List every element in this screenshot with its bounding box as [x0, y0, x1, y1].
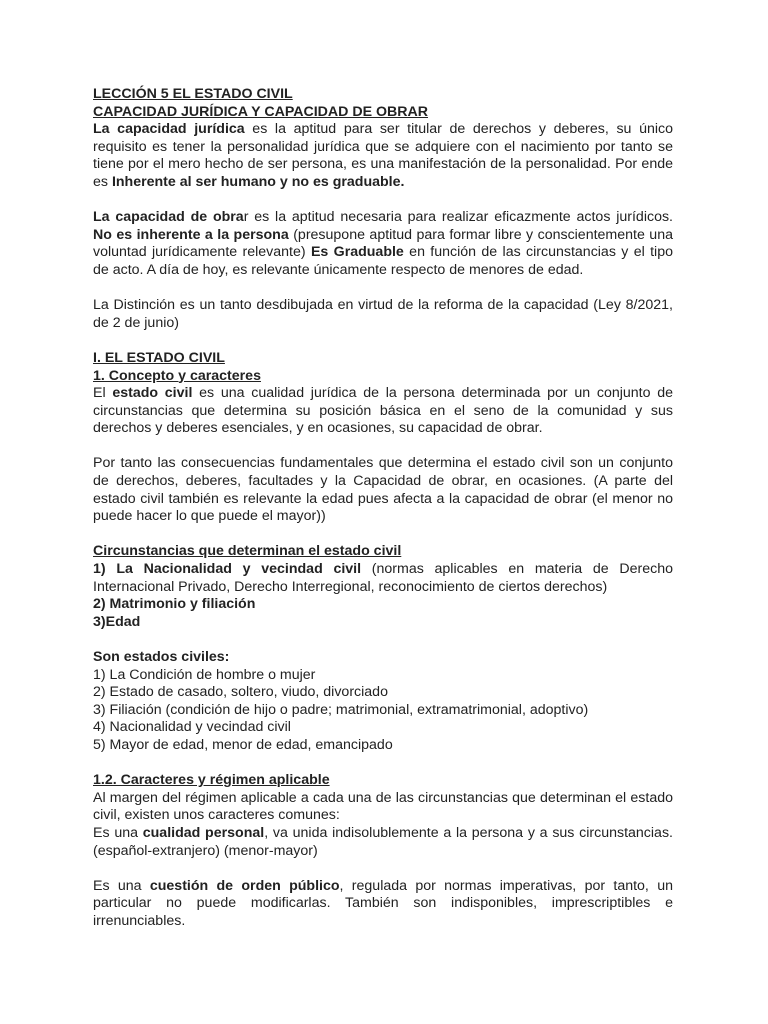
spacer: [93, 631, 673, 649]
bold-term: 2) Matrimonio y filiación: [93, 596, 256, 613]
spacer: [93, 332, 673, 350]
paragraph-text: es una cualidad jurídica de la persona determinada por un conjunto de circunstancias que determina su posición básica en el seno de la comunidad y sus derechos y deberes esenciales, y en ocasiones, su capacidad de obrar.: [93, 385, 673, 437]
section-title: CAPACIDAD JURÍDICA Y CAPACIDAD DE OBRAR: [93, 103, 429, 120]
paragraph-text: (presupone aptitud para formar libre y conscientemente una voluntad jurídicamente relevante): [93, 226, 673, 261]
spacer: [93, 526, 673, 544]
spacer: [93, 280, 673, 298]
heading-estado-civil: I. EL ESTADO CIVIL: [93, 349, 225, 366]
paragraph-text: en función de las circunstancias y el tipo de acto. A día de hoy, es relevante únicamente respecto de menores de edad.: [93, 244, 673, 278]
estado-list-item: 2) Estado de casado, soltero, viudo, divorciado: [93, 684, 388, 701]
paragraph-orden-publico: [93, 878, 673, 931]
heading-circunstancias: Circunstancias que determinan el estado civil: [93, 543, 402, 560]
estado-list-item: 1) La Condición de hombre o mujer: [93, 666, 316, 683]
paragraph-capacidad-obrar: [93, 209, 673, 279]
bold-term: La capacidad de obra: [93, 209, 244, 226]
bold-term: estado civil: [112, 385, 193, 402]
bold-term: Es Graduable: [310, 244, 404, 261]
paragraph-text: El: [93, 385, 113, 402]
bold-term: Son estados civiles:: [93, 649, 230, 665]
spacer: [93, 755, 673, 773]
paragraph-text: , va unida indisolublemente a la persona y a sus circunstancias. (español-extranjero) (menor-mayor): [93, 824, 673, 859]
document-body: [93, 86, 673, 931]
heading-caracteres: 1.2. Caracteres y régimen aplicable: [93, 772, 330, 789]
paragraph-cualidad-personal: [93, 825, 673, 860]
paragraph-capacidad-juridica: [93, 121, 673, 191]
bold-term: Inherente al ser humano y no es graduable.: [111, 173, 405, 190]
paragraph-text: (normas aplicables en materia de Derecho Internacional Privado, Derecho Interregional, reconocimiento de ciertos derechos): [93, 561, 673, 595]
estado-list-item: 4) Nacionalidad y vecindad civil: [93, 719, 291, 736]
paragraph-text: Es una: [93, 877, 150, 894]
spacer: [93, 192, 673, 210]
paragraph-distincion: La Distinción es un tanto desdibujada en virtud de la reforma de la capacidad (Ley 8/2021, de 2 de junio): [93, 297, 673, 331]
bold-term: 1) La Nacionalidad y vecindad civil: [93, 561, 362, 578]
paragraph-text: r es la aptitud necesaria para realizar eficazmente actos jurídicos.: [243, 209, 673, 226]
spacer: [93, 438, 673, 456]
paragraph-text: es la aptitud para ser titular de derechos y deberes, su único requisito es tener la personalidad jurídica que se adquiere con el nacimiento por tanto se tiene por el mero hecho de ser persona, es una manifestación de la personalidad. Por ende es: [93, 121, 673, 190]
bold-term: La capacidad jurídica: [93, 121, 245, 138]
bold-term: No es inherente a la persona: [93, 226, 289, 243]
estado-list-item: 5) Mayor de edad, menor de edad, emancipado: [93, 736, 393, 753]
bold-term: cualidad personal: [142, 824, 265, 841]
heading-concepto: 1. Concepto y caracteres: [93, 367, 261, 384]
paragraph-text: , regulada por normas imperativas, por tanto, un particular no puede modificarlas. También son indisponibles, imprescriptibles e irrenunciables.: [93, 877, 673, 929]
bold-term: 3)Edad: [93, 613, 141, 630]
paragraph-estado-civil-definicion: [93, 385, 673, 438]
paragraph-consecuencias: Por tanto las consecuencias fundamentales que determina el estado civil son un conjunto de derechos, deberes, facultades y la Capacidad de obrar, en ocasiones. (A parte del estado civil también es relevante la edad pues afecta a la capacidad de obrar (el menor no puede hacer lo que puede el mayor)): [93, 455, 673, 525]
circunstancia-item: [93, 561, 673, 596]
circunstancia-item: [93, 614, 673, 632]
circunstancia-item: [93, 596, 673, 614]
paragraph-al-margen: Al margen del régimen aplicable a cada una de las circunstancias que determinan el estado civil, existen unos caracteres comunes:: [93, 789, 673, 824]
estado-list-item: 3) Filiación (condición de hijo o padre; matrimonial, extramatrimonial, adoptivo): [93, 701, 589, 718]
heading-son-estados: [93, 649, 673, 667]
bold-term: cuestión de orden público: [149, 877, 340, 894]
lesson-title: LECCIÓN 5 EL ESTADO CIVIL: [93, 86, 293, 102]
paragraph-text: Es una: [93, 824, 143, 841]
spacer: [93, 860, 673, 878]
